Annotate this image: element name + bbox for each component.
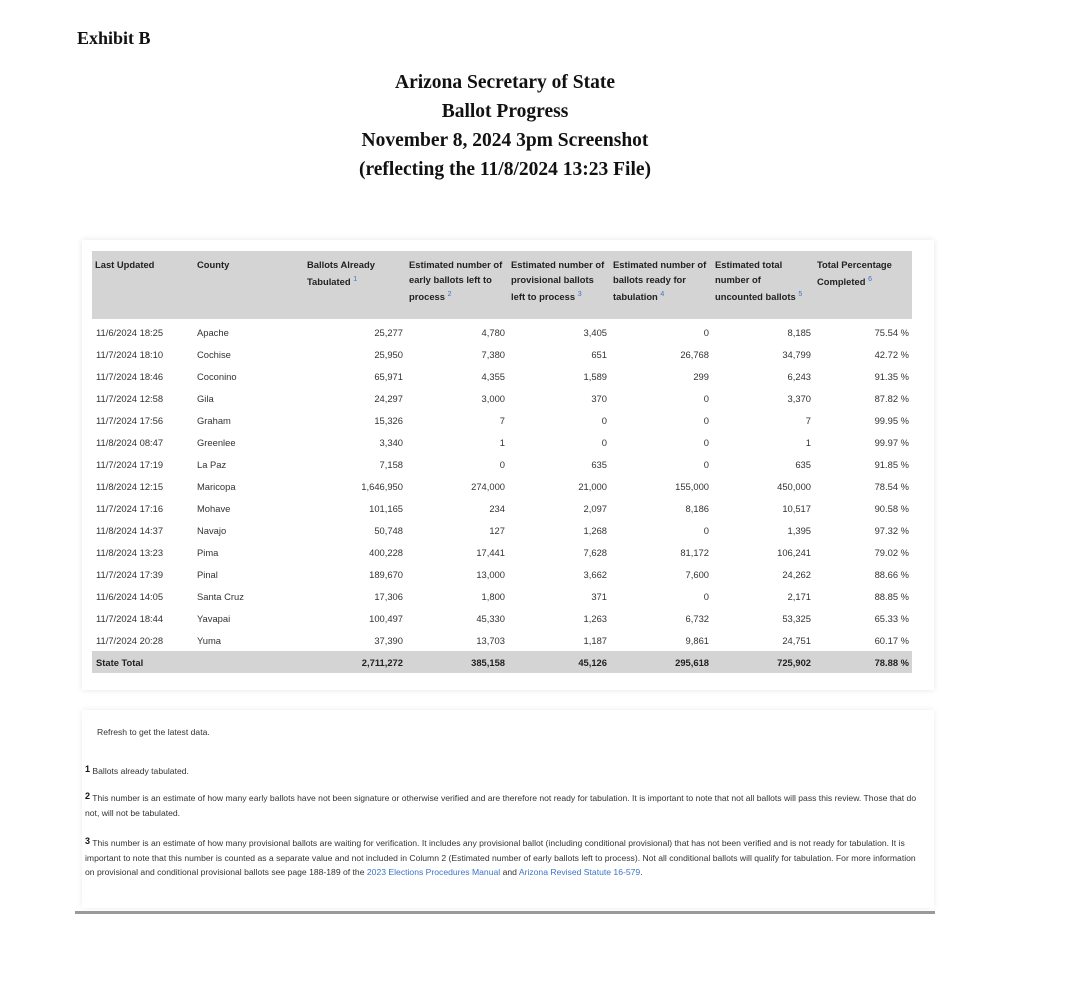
cell-county: Yavapai [197,612,231,624]
total-ready: 295,618 [610,651,712,673]
cell-provisional: 21,000 [578,480,607,492]
ballot-progress-card [82,240,934,690]
cell-tabulated: 37,390 [374,634,403,646]
table-row [92,563,912,585]
cell-percent: 99.97 % [874,436,909,448]
cell-uncounted: 3,370 [787,392,811,404]
cell-ready: 9,861 [685,634,709,646]
cell-ready: 0 [703,458,709,470]
footnote-number: 3 [85,836,91,846]
cell-county: Gila [197,392,214,404]
cell-percent: 42.72 % [874,348,909,360]
cell-ready: 299 [693,370,709,382]
cell-ready: 0 [703,436,709,448]
cell-county: Maricopa [197,480,236,492]
cell-early: 45,330 [476,612,505,624]
cell-county: Navajo [197,524,227,536]
total-label: State Total [92,651,194,673]
cell-early: 4,780 [481,326,505,338]
cell-ready: 155,000 [675,480,709,492]
cell-uncounted: 8,185 [787,326,811,338]
cell-uncounted: 53,325 [782,612,811,624]
cell-date: 11/8/2024 14:37 [96,524,164,536]
state-total-row [92,651,912,673]
cell-percent: 65.33 % [874,612,909,624]
cell-ready: 0 [703,326,709,338]
cell-county: Coconino [197,370,237,382]
ballot-progress-table [92,251,912,673]
cell-uncounted: 635 [795,458,811,470]
cell-date: 11/7/2024 18:44 [96,612,164,624]
footnotes-card [82,710,934,908]
cell-provisional: 0 [601,414,607,426]
cell-uncounted: 450,000 [777,480,811,492]
total-percent: 78.88 % [814,651,912,673]
cell-percent: 79.02 % [874,546,909,558]
cell-county: Graham [197,414,231,426]
cell-date: 11/8/2024 12:15 [96,480,164,492]
table-row [92,431,912,453]
cell-uncounted: 24,262 [782,568,811,580]
cell-percent: 60.17 % [874,634,909,646]
cell-uncounted: 34,799 [782,348,811,360]
bottom-divider [75,911,935,914]
cell-tabulated: 15,326 [374,414,403,426]
table-row [92,387,912,409]
cell-provisional: 371 [591,590,607,602]
header-county: County [194,251,304,319]
cell-tabulated: 17,306 [374,590,403,602]
header-last-updated: Last Updated [92,251,194,319]
cell-provisional: 370 [591,392,607,404]
footnote-link[interactable]: 2 [447,291,452,298]
cell-provisional: 2,097 [583,502,607,514]
footnote-link[interactable]: 1 [353,276,358,283]
header-tabulated: Ballots Already Tabulated $^1$ [304,251,406,319]
cell-date: 11/6/2024 14:05 [96,590,164,602]
cell-provisional: 0 [601,436,607,448]
cell-uncounted: 24,751 [782,634,811,646]
total-early: 385,158 [406,651,508,673]
cell-uncounted: 1,395 [787,524,811,536]
document-title [300,68,710,184]
cell-early: 7,380 [481,348,505,360]
title-line: Ballot Progress [441,101,569,122]
total-county-blank [194,651,304,673]
footnote-text: This number is an estimate of how many provisional ballots are waiting for verification. It includes any provisional ballot (including conditional provisional) that has not been verified and is not ready for tabulation. It is important to note that this number is counted as a separate value and not included in Column 2 (Estimated number of early ballots left to process). Not all conditional ballots will qualify for tabulation. For more information on provisional and conditional provisional ballots see page 188-189 of the [85,838,916,877]
cell-county: Pima [197,546,219,558]
cell-percent: 75.54 % [874,326,909,338]
cell-early: 1 [499,436,505,448]
cell-ready: 26,768 [680,348,709,360]
table-row [92,497,912,519]
cell-percent: 99.95 % [874,414,909,426]
cell-county: Santa Cruz [197,590,244,602]
cell-date: 11/8/2024 08:47 [96,436,164,448]
cell-early: 13,703 [476,634,505,646]
cell-ready: 0 [703,414,709,426]
cell-ready: 6,732 [685,612,709,624]
cell-uncounted: 6,243 [787,370,811,382]
header-ready: Estimated number of ballots ready for tabulation $^4$ [610,251,712,319]
cell-provisional: 3,662 [583,568,607,580]
footnote-number: 2 [85,791,91,801]
cell-uncounted: 1 [805,436,811,448]
cell-tabulated: 100,497 [369,612,403,624]
cell-percent: 78.54 % [874,480,909,492]
title-line: (reflecting the 11/8/2024 13:23 File) [358,159,652,180]
footnote-link[interactable]: 6 [868,276,872,283]
cell-ready: 0 [703,524,709,536]
cell-tabulated: 25,950 [374,348,403,360]
cell-provisional: 1,589 [583,370,607,382]
table-row [92,319,912,343]
cell-county: Cochise [197,348,231,360]
cell-early: 0 [499,458,505,470]
cell-early: 7 [499,414,505,426]
cell-uncounted: 10,517 [782,502,811,514]
cell-provisional: 651 [591,348,607,360]
cell-date: 11/7/2024 17:39 [96,568,164,580]
cell-percent: 87.82 % [874,392,909,404]
header-uncounted: Estimated total number of uncounted ballots $^5$ [712,251,814,319]
table-row [92,365,912,387]
cell-percent: 88.66 % [874,568,909,580]
cell-date: 11/7/2024 17:56 [96,414,164,426]
footnote-link[interactable]: 5 [798,291,803,298]
cell-ready: 8,186 [685,502,709,514]
total-uncounted: 725,902 [712,651,814,673]
cell-date: 11/7/2024 18:10 [96,348,164,360]
cell-county: Mohave [197,502,231,514]
cell-uncounted: 106,241 [777,546,811,558]
cell-early: 234 [489,502,505,514]
cell-tabulated: 65,971 [374,370,403,382]
total-provisional: 45,126 [508,651,610,673]
exhibit-label: Exhibit B [77,28,151,48]
footnote-conjunction: and [502,867,517,877]
cell-date: 11/7/2024 17:19 [96,458,164,470]
table-row [92,343,912,365]
cell-early: 1,800 [481,590,505,602]
table-row [92,541,912,563]
table-row [92,607,912,629]
cell-percent: 91.85 % [874,458,909,470]
cell-provisional: 1,268 [583,524,607,536]
table-row [92,475,912,497]
cell-tabulated: 7,158 [379,458,403,470]
footnote-2 [85,789,925,820]
cell-ready: 7,600 [685,568,709,580]
cell-date: 11/7/2024 17:16 [96,502,164,514]
table-row [92,519,912,541]
cell-early: 17,441 [476,546,505,558]
cell-county: Yuma [197,634,221,646]
cell-early: 274,000 [471,480,505,492]
footnote-3 [85,834,925,880]
cell-county: La Paz [197,458,227,470]
cell-county: Pinal [197,568,218,580]
cell-uncounted: 2,171 [787,590,811,602]
cell-percent: 90.58 % [874,502,909,514]
cell-date: 11/7/2024 18:46 [96,370,164,382]
cell-percent: 97.32 % [874,524,909,536]
cell-uncounted: 7 [805,414,811,426]
title-line: Arizona Secretary of State [394,72,616,93]
footnote-1 [85,762,925,779]
cell-percent: 91.35 % [874,370,909,382]
refresh-note: Refresh to get the latest data. [97,727,210,737]
cell-tabulated: 50,748 [374,524,403,536]
cell-tabulated: 3,340 [379,436,403,448]
cell-ready: 0 [703,392,709,404]
cell-tabulated: 400,228 [369,546,403,558]
cell-date: 11/8/2024 13:23 [96,546,164,558]
table-row [92,629,912,651]
cell-date: 11/7/2024 12:58 [96,392,164,404]
cell-tabulated: 101,165 [369,502,403,514]
cell-date: 11/7/2024 20:28 [96,634,164,646]
cell-tabulated: 189,670 [369,568,403,580]
cell-county: Greenlee [197,436,236,448]
cell-county: Apache [197,326,229,338]
cell-provisional: 635 [591,458,607,470]
statute-link[interactable]: Arizona Revised Statute 16-579 [518,867,641,877]
cell-provisional: 3,405 [583,326,607,338]
cell-percent: 88.85 % [874,590,909,602]
footnote-link[interactable]: 4 [660,291,665,298]
header-percent: Total Percentage Completed $^6$ [814,251,912,319]
cell-early: 127 [489,524,505,536]
table-row [92,409,912,431]
title-line: November 8, 2024 3pm Screenshot [361,130,649,151]
header-provisional: Estimated number of provisional ballots left to process $^3$ [508,251,610,319]
table-row [92,585,912,607]
header-early: Estimated number of early ballots left to process $^2$ [406,251,508,319]
procedures-manual-link[interactable]: 2023 Elections Procedures Manual [366,867,501,877]
footnote-number: 1 [85,764,91,774]
cell-provisional: 1,187 [583,634,607,646]
cell-early: 4,355 [481,370,505,382]
cell-early: 13,000 [476,568,505,580]
cell-tabulated: 24,297 [374,392,403,404]
cell-ready: 81,172 [680,546,709,558]
footnote-link[interactable]: 3 [577,291,582,298]
cell-tabulated: 1,646,950 [361,480,403,492]
cell-date: 11/6/2024 18:25 [96,326,164,338]
table-header-row [92,251,912,319]
cell-ready: 0 [703,590,709,602]
cell-provisional: 7,628 [583,546,607,558]
footnote-period: . [640,867,643,877]
total-tabulated: 2,711,272 [304,651,406,673]
footnote-text: This number is an estimate of how many early ballots have not been signature or otherwise verified and are therefore not ready for tabulation. It is important to note that not all ballots will pass this review. Those that do not, will not be tabulated. [85,793,917,818]
cell-tabulated: 25,277 [374,326,403,338]
table-row [92,453,912,475]
footnote-text: Ballots already tabulated. [92,766,189,776]
cell-provisional: 1,263 [583,612,607,624]
cell-early: 3,000 [481,392,505,404]
